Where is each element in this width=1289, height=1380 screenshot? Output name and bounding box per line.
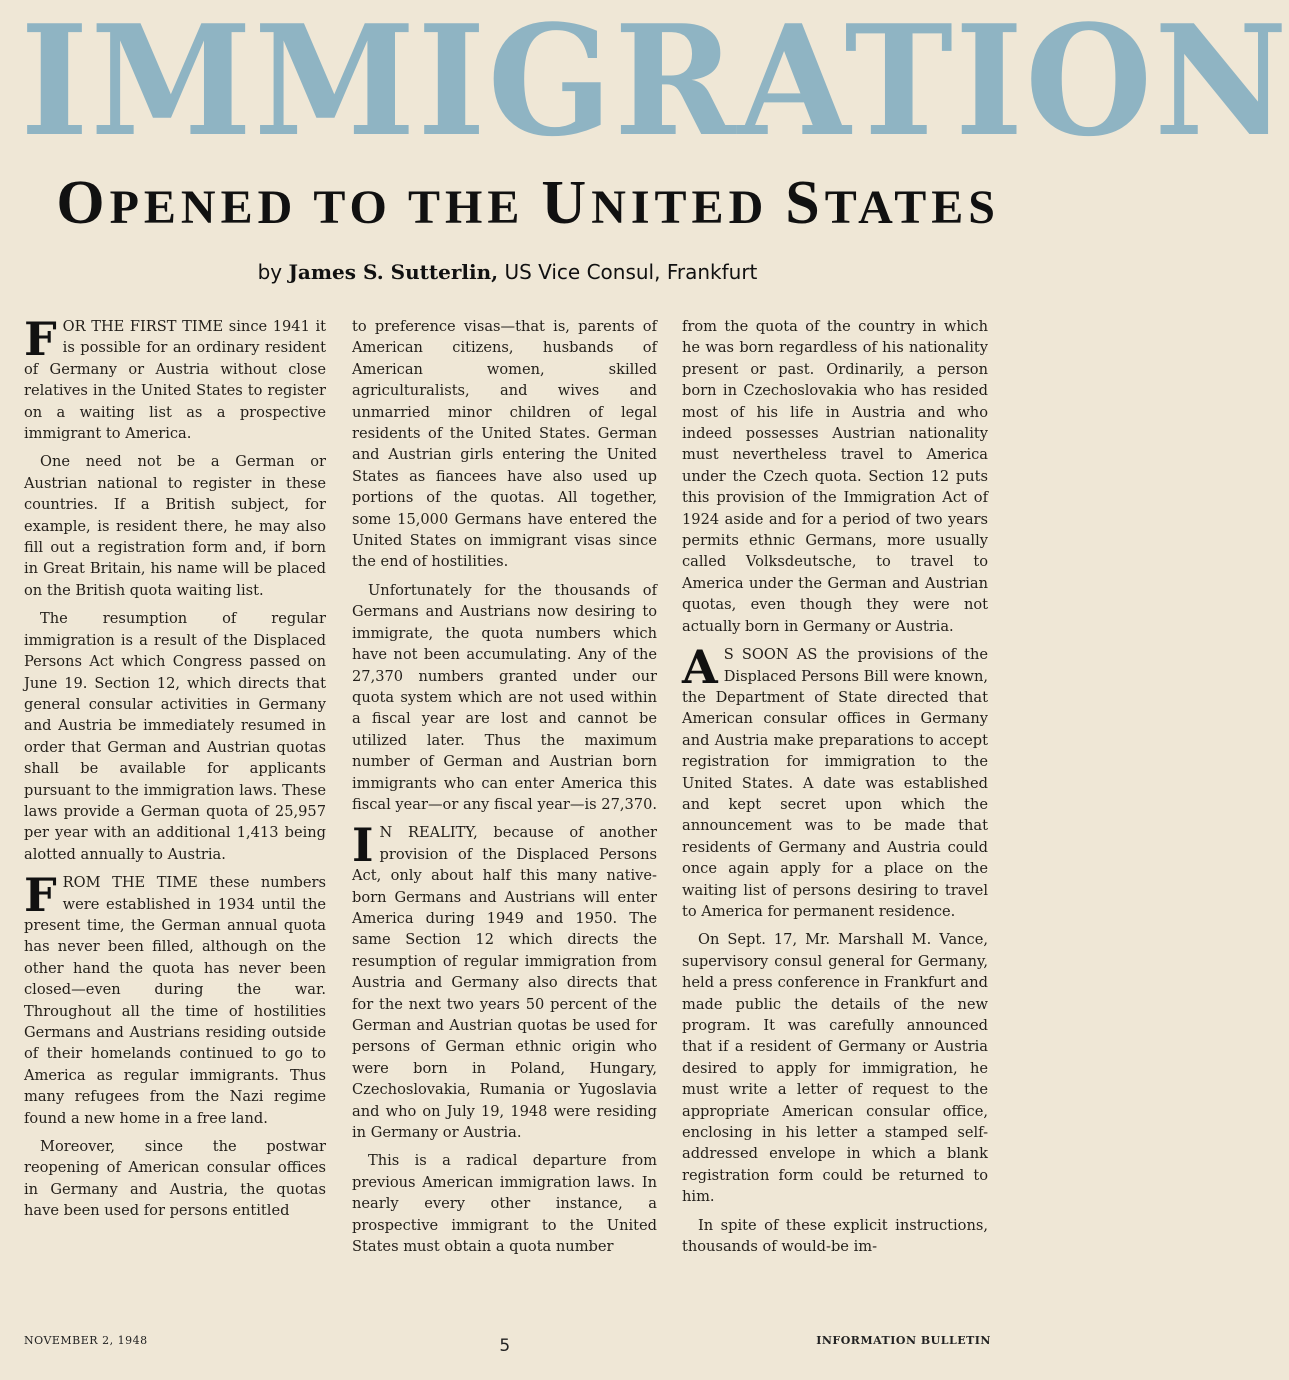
byline-prefix: by (257, 260, 283, 284)
article-column-2 (352, 316, 657, 1316)
byline-author: James S. Sutterlin, (288, 260, 499, 284)
footer-date: NOVEMBER 2, 1948 (24, 1334, 148, 1347)
headline: IMMIGRATION (20, 0, 1289, 170)
drop-cap: A (682, 640, 718, 695)
article-paragraph (24, 451, 326, 601)
paragraph-text: The resumption of regular immigration is a result of the Displaced Persons Act which Congress passed on June 19. Section 12, which directs that general consular activities in Germany and Austria be immediately resumed in order that German and Austrian quotas shall be available for applicants pursuant to the immigration laws. These laws provide a German quota of 25,957 per year with an additional 1,413 being alotted annually to Austria. (24, 610, 326, 863)
article-paragraph (682, 1215, 988, 1258)
byline (0, 258, 1015, 286)
article-paragraph (682, 929, 988, 1207)
paragraph-text: Moreover, since the postwar reopening of American consular offices in Germany and Austria, the quotas have been used for persons entitled (24, 1138, 326, 1220)
article-paragraph (682, 316, 988, 637)
article-paragraph (24, 312, 326, 444)
drop-cap: I (352, 818, 374, 873)
article-paragraph (352, 580, 657, 815)
subtitle-w4-cap: U (541, 169, 592, 237)
drop-cap: F (24, 312, 57, 366)
article-column-3 (682, 316, 988, 1316)
paragraph-text: One need not be a German or Austrian national to register in these countries. If a British subject, for example, is resident there, he may also fill out a registration form and, if born in Great Britain, his name will be placed on the British quota waiting list. (24, 453, 326, 599)
paragraph-text: This is a radical departure from previous American immigration laws. In nearly every other instance, a prospective immigrant to the United States must obtain a quota number (352, 1152, 657, 1256)
article-column-1 (24, 312, 326, 1316)
article-paragraph (24, 868, 326, 1129)
article-paragraph (682, 640, 988, 922)
paragraph-text: On Sept. 17, Mr. Marshall M. Vance, supervisory consul general for Germany, held a press conference in Frankfurt and made public the details of the new program. It was carefully announced that if a resident of Germany or Austria desired to apply for immigration, he must write a letter of request to the appropriate American consular office, enclosing in his letter a stamped self-addressed envelope in which a blank registration form could be returned to him. (682, 931, 988, 1206)
article-paragraph (24, 608, 326, 865)
paragraph-text: ROM THE TIME these numbers were established in 1934 until the present time, the German annual quota has never been filled, although on the other hand the quota has never been closed—even during the war. Throughout all the time of hostilities Germans and Austrians residing outside of their homelands continued to go to America as regular immigrants. Thus many refugees from the Nazi regime found a new home in a free land. (24, 874, 326, 1127)
subtitle-w1-cap: O (56, 169, 110, 237)
subtitle-w5-rest: TATES (824, 181, 1000, 234)
subtitle-w5-cap: S (785, 169, 825, 237)
page-number: 5 (499, 1336, 511, 1356)
subtitle-w4-rest: NITED (591, 181, 769, 234)
subtitle-w1-rest: PENED (109, 181, 298, 234)
subtitle-w3: THE (408, 181, 525, 234)
paragraph-text: to preference visas—that is, parents of American citizens, husbands of American women, skilled agriculturalists, and wives and unmarried minor children of legal residents of the United States. German and Austrian girls entering the United States as fiancees have also used up portions of the quotas. All together, some 15,000 Germans have entered the United States on immigrant visas since the end of hostilities. (352, 318, 657, 571)
paragraph-text: from the quota of the country in which he was born regardless of his nationality present or past. Ordinarily, a person born in Czechoslovakia who has resided most of his life in Austria and who indeed possesses Austrian nationality must nevertheless travel to America under the Czech quota. Section 12 puts this provision of the Immigration Act of 1924 aside and for a period of two years permits ethnic Germans, more usually called Volksdeutsche, to travel to America under the German and Austrian quotas, even though they were not actually born in Germany or Austria. (682, 318, 988, 635)
article-paragraph (352, 316, 657, 573)
subtitle (0, 168, 1000, 243)
byline-role: US Vice Consul, Frankfurt (504, 260, 758, 284)
article-paragraph (352, 818, 657, 1143)
paragraph-text: OR THE FIRST TIME since 1941 it is possible for an ordinary resident of Germany or Austria without close relatives in the United States to register on a waiting list as a prospective immigrant to America. (24, 318, 326, 443)
footer-publication: INFORMATION BULLETIN (816, 1334, 991, 1347)
paragraph-text: S SOON AS the provisions of the Displaced Persons Bill were known, the Department of State directed that American consular offices in Germany and Austria make preparations to accept registration for immigration to the United States. A date was established and kept secret upon which the announcement was to be made that residents of Germany and Austria could once again apply for a place on the waiting list of persons desiring to travel to America for permanent residence. (682, 646, 988, 920)
article-paragraph (24, 1136, 326, 1222)
paragraph-text: In spite of these explicit instructions, thousands of would-be im- (682, 1216, 988, 1256)
subtitle-w2: TO (313, 181, 392, 234)
paragraph-text: Unfortunately for the thousands of Germans and Austrians now desiring to immigrate, the quota numbers which have not been accumulating. Any of the 27,370 numbers granted under our quota system which are not used within a fiscal year are lost and cannot be utilized later. Thus the maximum number of German and Austrian born immigrants who can enter America this fiscal year—or any fiscal year—is 27,370. (352, 581, 657, 813)
drop-cap: F (24, 868, 57, 923)
paragraph-text: N REALITY, because of another provision of the Displaced Persons Act, only about half this many native-born Germans and Austrians will enter America during 1949 and 1950. The same Section 12 which directs the resumption of regular immigration from Austria and Germany also directs that for the next two years 50 percent of the German and Austrian quotas be used for persons of German ethnic origin who were born in Poland, Hungary, Czechoslovakia, Rumania or Yugoslavia and who on July 19, 1948 were residing in Germany or Austria. (352, 824, 657, 1142)
article-paragraph (352, 1150, 657, 1257)
